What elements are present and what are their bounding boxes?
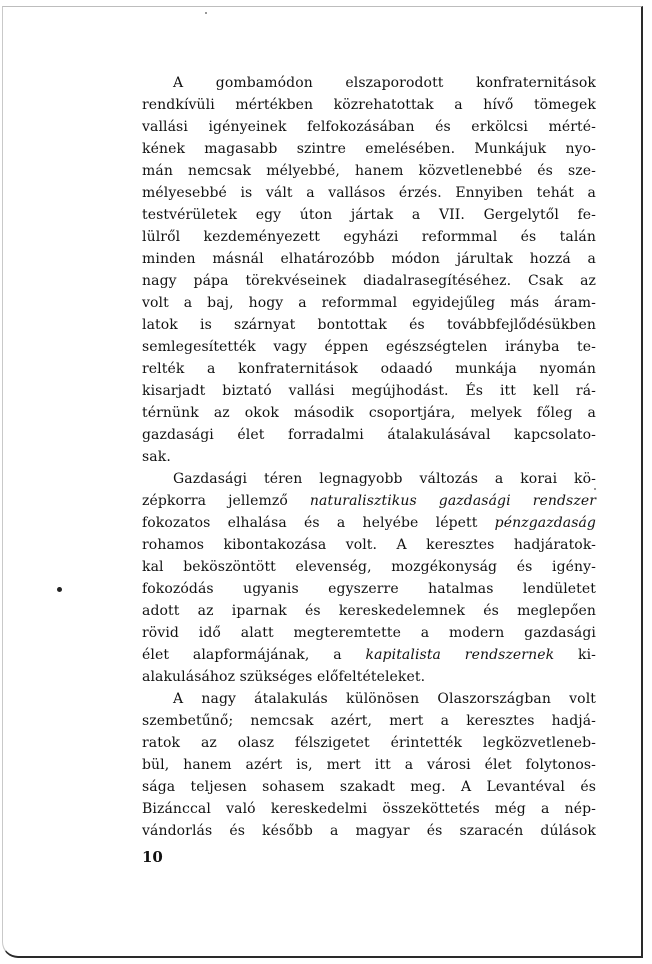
- italic-term: pénzgazdaság: [494, 515, 596, 531]
- text-line: térnünk az okok második csoportjára, melyek főleg a: [142, 405, 596, 421]
- text-line: vándorlás és később a magyar és szaracén dúlások: [142, 823, 596, 839]
- text-line: gazdasági élet forradalmi átalakulásával kapcsolato-: [142, 427, 596, 443]
- text-line: semlegesítették vagy éppen egészségtelen irányba te-: [142, 339, 596, 355]
- text-line: rendkívüli mértékben közrehatottak a hívő tömegek: [142, 97, 596, 113]
- text-line: adott az iparnak és kereskedelemnek és meglepően: [142, 603, 596, 619]
- text-run: ki-: [554, 647, 596, 663]
- text-line: [142, 644, 596, 666]
- text-line: sak.: [142, 449, 171, 465]
- paragraph: [142, 688, 596, 842]
- text-line: A gombamódon elszaporodott konfraternitások: [173, 75, 596, 91]
- text-line: minden másnál elhatározóbb módon járultak hozzá a: [142, 251, 596, 267]
- text-line: A nagy átalakulás különösen Olaszországban volt: [173, 691, 596, 707]
- text-line: fokozódás ugyanis egyszerre hatalmas lendületet: [142, 581, 596, 597]
- text-line: kének magasabb szintre emelésében. Munkájuk nyo-: [142, 141, 596, 157]
- text-line: kal beköszöntött elevenség, mozgékonyság és igény-: [142, 559, 596, 575]
- text-line: Bizánccal való kereskedelmi összeköttetés még a nép-: [142, 801, 596, 817]
- text-run: fokozatos elhalása és a helyébe lépett: [142, 515, 495, 531]
- text-run: élet alapformájának, a: [142, 647, 366, 663]
- text-line: kisarjadt biztató vallási megújhodást. És itt kell rá-: [142, 383, 596, 399]
- speck: [594, 488, 596, 490]
- text-line: szembetűnő; nemcsak azért, mert a keresztes hadjá-: [142, 713, 596, 729]
- body-text: [142, 72, 596, 842]
- text-line: mán nemcsak mélyebbé, hanem közvetlenebbé és sze-: [142, 163, 596, 179]
- margin-dot: [57, 587, 62, 592]
- text-line: sága teljesen sohasem szakadt meg. A Levantéval és: [142, 779, 596, 795]
- page-number: 10: [142, 848, 163, 866]
- text-line: mélyesebbé is vált a vallásos érzés. Ennyiben tehát a: [142, 185, 596, 201]
- paragraph: [142, 72, 596, 468]
- text-line: testvérületek egy úton jártak a VII. Gergelytől fe-: [142, 207, 596, 223]
- text-line: [142, 490, 596, 512]
- text-line: [142, 512, 596, 534]
- text-run: zépkorra jellemző: [142, 493, 310, 509]
- text-line: bül, hanem azért is, mert itt a városi élet folytonos-: [142, 757, 596, 773]
- text-line: Gazdasági téren legnagyobb változás a korai kö-: [173, 471, 596, 487]
- italic-term: naturalisztikus gazdasági rendszer: [309, 493, 596, 509]
- italic-term: kapitalista rendszernek: [365, 647, 555, 663]
- text-line: vallási igényeinek felfokozásában és erkölcsi mérté-: [142, 119, 596, 135]
- text-line: volt a baj, hogy a reformmal egyidejűleg más áram-: [142, 295, 596, 311]
- text-line: rohamos kibontakozása volt. A keresztes hadjáratok-: [142, 537, 596, 553]
- text-line: relték a konfraternitások odaadó munkája nyomán: [142, 361, 596, 377]
- text-line: latok is szárnyat bontottak és továbbfejlődésükben: [142, 317, 596, 333]
- text-line: ratok az olasz félszigetet érintették legközvetleneb-: [142, 735, 596, 751]
- text-line: nagy pápa törekvéseinek diadalrasegítéséhez. Csak az: [142, 273, 596, 289]
- text-line: lülről kezdeményezett egyházi reformmal és talán: [142, 229, 596, 245]
- speck: [205, 12, 207, 14]
- paragraph: [142, 468, 596, 688]
- text-line: rövid idő alatt megteremtette a modern gazdasági: [142, 625, 596, 641]
- text-line: alakulásához szükséges előfeltételeket.: [142, 669, 426, 685]
